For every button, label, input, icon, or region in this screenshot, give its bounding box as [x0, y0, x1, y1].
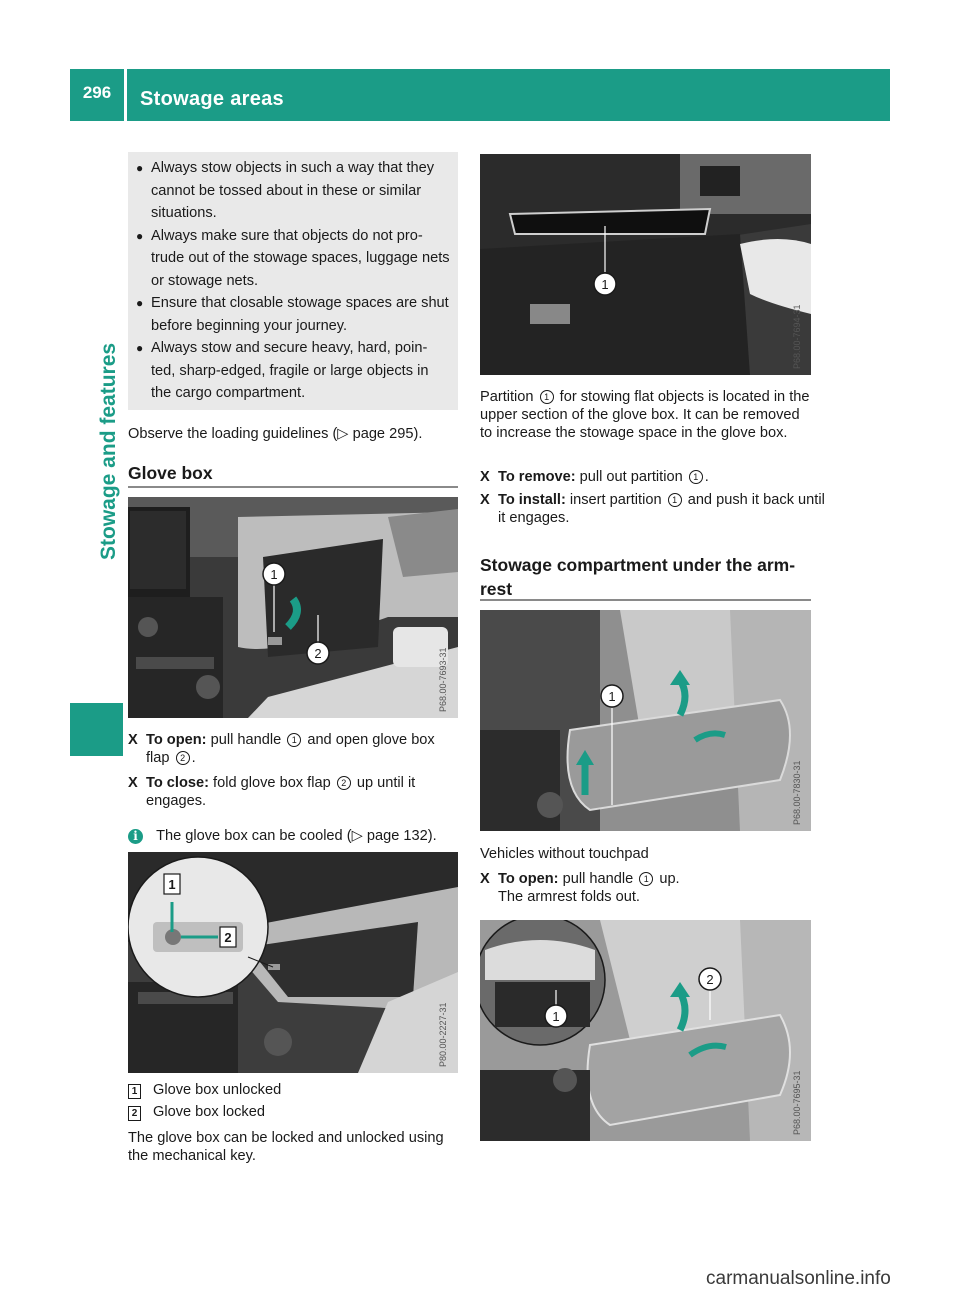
svg-text:1: 1: [601, 277, 609, 292]
svg-text:P68.00-7695-31: P68.00-7695-31: [792, 1070, 802, 1135]
step-install: X To install: insert partition 1 and push it back until it engages.: [480, 492, 825, 526]
watermark: carmanualsonline.info: [706, 1268, 891, 1289]
page-number: 296: [82, 83, 112, 102]
armrest-heading: Stowage compartment under the arm- rest: [480, 555, 796, 599]
lock-text: The glove box can be locked and unlocked using the mechanical key.: [128, 1130, 444, 1164]
step-remove: X To remove: pull out partition 1 .: [480, 469, 709, 485]
svg-text:1: 1: [608, 689, 616, 704]
list-item: ● Always stow and secure heavy, hard, poin-ted, sharp-edged, fragile or large objects in the cargo compartment.: [136, 340, 429, 401]
list-item: ● Ensure that closable stowage spaces are shut before beginning your journey.: [136, 295, 449, 334]
svg-text:P68.00-7830-31: P68.00-7830-31: [792, 760, 802, 825]
heading-rule: [480, 599, 811, 601]
armrest-open-photo: [480, 920, 811, 1141]
observe-text: Observe the loading guidelines (▷ page 295).: [128, 426, 423, 442]
step-open: X To open: pull handle 1 and open glove box flap 2 .: [128, 732, 435, 766]
armrest-photo: [480, 610, 811, 831]
side-tab-marker: [70, 703, 123, 756]
svg-text:2: 2: [224, 930, 232, 945]
svg-text:1: 1: [270, 567, 278, 582]
info-icon: i: [128, 829, 143, 844]
glove-box-lock-photo: [128, 852, 458, 1073]
info-note: i The glove box can be cooled (▷ page 132).: [128, 827, 458, 845]
legend-unlocked: 1 Glove box unlocked: [128, 1081, 458, 1099]
armrest-caption: Vehicles without touchpad: [480, 846, 649, 862]
svg-text:P68.00-7694-31: P68.00-7694-31: [792, 304, 802, 369]
svg-text:2: 2: [706, 972, 714, 987]
list-item: ● Always stow objects in such a way that they cannot be tossed about in these or similar situations.: [136, 160, 435, 221]
list-item: ● Always make sure that objects do not pro-trude out of the stowage spaces, luggage nets or stowage nets.: [136, 227, 450, 289]
page-title: Stowage areas: [140, 88, 284, 110]
glove-box-heading: Glove box: [128, 463, 213, 483]
svg-text:P80.00-2227-31: P80.00-2227-31: [438, 1002, 448, 1067]
heading-rule: [128, 486, 458, 488]
svg-text:2: 2: [314, 646, 322, 661]
svg-text:P68.00-7693-31: P68.00-7693-31: [438, 647, 448, 712]
warning-list: [133, 157, 451, 405]
svg-text:1: 1: [168, 877, 176, 892]
header-divider: [124, 69, 127, 121]
step-armrest-open: X To open: pull handle 1 up. The armrest folds out.: [480, 871, 680, 905]
legend-locked: 2 Glove box locked: [128, 1103, 458, 1121]
partition-photo: [480, 154, 811, 375]
side-tab-label: Stowage and features: [97, 342, 120, 560]
step-close: X To close: fold glove box flap 2 up until it engages.: [128, 775, 416, 809]
glove-box-photo: [128, 497, 458, 718]
svg-text:1: 1: [552, 1009, 560, 1024]
partition-text: Partition 1 for stowing flat objects is located in the upper section of the glove box. It can be removed to increase the stowage space in the glove box.: [480, 389, 810, 441]
